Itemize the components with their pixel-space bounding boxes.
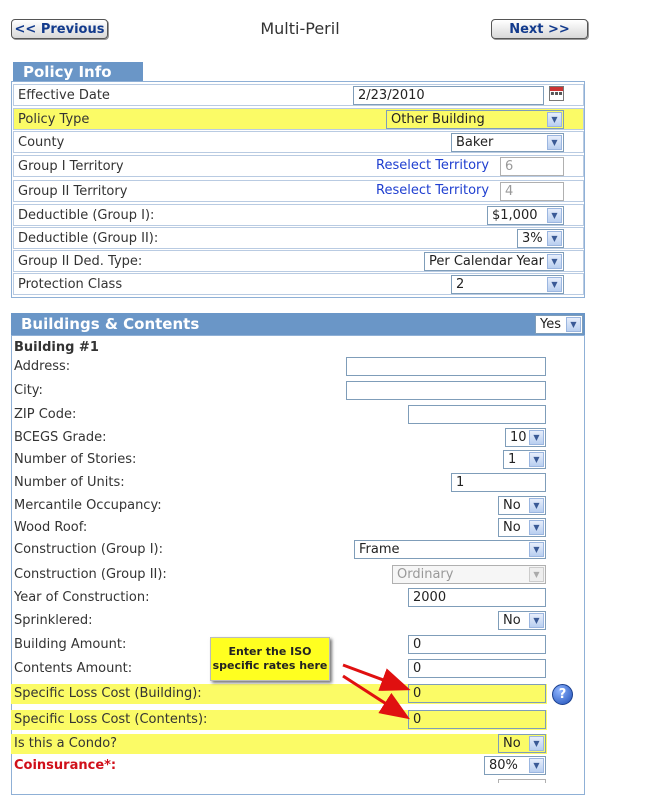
stories-label: Number of Stories: xyxy=(14,452,137,467)
condo-value: No xyxy=(503,736,521,751)
chevron-down-icon: ▼ xyxy=(529,736,544,751)
protection-class-value: 2 xyxy=(456,277,465,292)
units-label: Number of Units: xyxy=(14,475,125,490)
zip-label: ZIP Code: xyxy=(14,407,77,422)
policy-type-label: Policy Type xyxy=(18,112,90,127)
arrow-to-slc-contents xyxy=(343,676,405,716)
effective-date-label: Effective Date xyxy=(18,88,110,103)
buildings-contents-toggle-value: Yes xyxy=(540,317,561,332)
slc-contents-input[interactable]: 0 xyxy=(408,710,546,729)
contents-amount-input[interactable]: 0 xyxy=(408,659,546,678)
deductible2-value: 3% xyxy=(522,231,543,246)
policy-info-header: Policy Info xyxy=(13,62,143,81)
chevron-down-icon: ▼ xyxy=(547,231,562,246)
effective-date-input[interactable]: 2/23/2010 xyxy=(353,86,544,105)
building-amount-input[interactable]: 0 xyxy=(408,635,546,654)
address-label: Address: xyxy=(14,359,71,374)
stories-value: 1 xyxy=(508,452,517,467)
deductible2-label: Deductible (Group II): xyxy=(18,231,159,246)
group2-ded-type-label: Group II Ded. Type: xyxy=(18,254,143,269)
city-label: City: xyxy=(14,383,43,398)
coinsurance-value: 80% xyxy=(489,758,518,773)
group1-territory-label: Group I Territory xyxy=(18,159,124,174)
callout-line-2: specific rates here xyxy=(212,659,328,672)
chevron-down-icon: ▼ xyxy=(529,542,544,557)
condo-label: Is this a Condo? xyxy=(14,736,118,751)
protection-class-label: Protection Class xyxy=(18,277,123,292)
deductible1-value: $1,000 xyxy=(492,208,538,223)
building-amount-label: Building Amount: xyxy=(14,637,127,652)
reselect-territory-link-1[interactable]: Reselect Territory xyxy=(376,158,490,173)
slc-building-label: Specific Loss Cost (Building): xyxy=(14,686,202,701)
next-button[interactable]: Next >> xyxy=(491,19,588,39)
construction1-label: Construction (Group I): xyxy=(14,542,163,557)
chevron-down-icon: ▼ xyxy=(529,498,544,513)
county-label: County xyxy=(18,135,65,150)
chevron-down-icon: ▼ xyxy=(547,254,562,269)
chevron-down-icon: ▼ xyxy=(529,567,544,582)
group2-territory-input: 4 xyxy=(500,182,564,201)
construction2-value: Ordinary xyxy=(397,567,454,582)
sprinklered-label: Sprinklered: xyxy=(14,613,93,628)
coinsurance-label: Coinsurance*: xyxy=(14,758,117,773)
year-label: Year of Construction: xyxy=(14,590,150,605)
chevron-down-icon: ▼ xyxy=(529,758,544,773)
contents-amount-label: Contents Amount: xyxy=(14,661,133,676)
construction1-value: Frame xyxy=(359,542,400,557)
chevron-down-icon: ▼ xyxy=(547,277,562,292)
chevron-down-icon: ▼ xyxy=(566,317,581,332)
callout-line-1: Enter the ISO xyxy=(228,645,312,658)
chevron-down-icon: ▼ xyxy=(547,208,562,223)
sprinklered-value: No xyxy=(503,613,521,628)
calendar-icon[interactable]: ▪▪▪ xyxy=(549,86,564,101)
page-title: Multi-Peril xyxy=(260,19,340,38)
county-value: Baker xyxy=(456,135,494,150)
chevron-down-icon: ▼ xyxy=(547,135,562,150)
deductible1-label: Deductible (Group I): xyxy=(18,208,155,223)
arrow-to-slc-building xyxy=(343,665,405,688)
wood-roof-value: No xyxy=(503,520,521,535)
previous-button[interactable]: << Previous xyxy=(11,19,108,39)
buildings-contents-title: Buildings & Contents xyxy=(21,315,200,333)
year-input[interactable]: 2000 xyxy=(408,588,546,607)
group2-ded-type-value: Per Calendar Year xyxy=(429,254,544,269)
slc-building-input[interactable]: 0 xyxy=(408,684,546,703)
group1-territory-input: 6 xyxy=(500,157,564,176)
bcegs-label: BCEGS Grade: xyxy=(14,430,107,445)
policy-type-value: Other Building xyxy=(391,112,485,127)
chevron-down-icon: ▼ xyxy=(529,520,544,535)
chevron-down-icon: ▼ xyxy=(529,430,544,445)
chevron-down-icon: ▼ xyxy=(529,613,544,628)
building-title: Building #1 xyxy=(14,340,99,355)
units-input[interactable]: 1 xyxy=(451,473,546,492)
chevron-down-icon: ▼ xyxy=(547,112,562,127)
reselect-territory-link-2[interactable]: Reselect Territory xyxy=(376,183,490,198)
group2-territory-label: Group II Territory xyxy=(18,184,128,199)
wood-roof-label: Wood Roof: xyxy=(14,520,88,535)
slc-contents-label: Specific Loss Cost (Contents): xyxy=(14,712,208,727)
construction2-label: Construction (Group II): xyxy=(14,567,167,582)
mercantile-label: Mercantile Occupancy: xyxy=(14,498,162,513)
bcegs-value: 10 xyxy=(510,430,527,445)
chevron-down-icon: ▼ xyxy=(529,452,544,467)
help-icon[interactable]: ? xyxy=(552,684,573,705)
mercantile-value: No xyxy=(503,498,521,513)
